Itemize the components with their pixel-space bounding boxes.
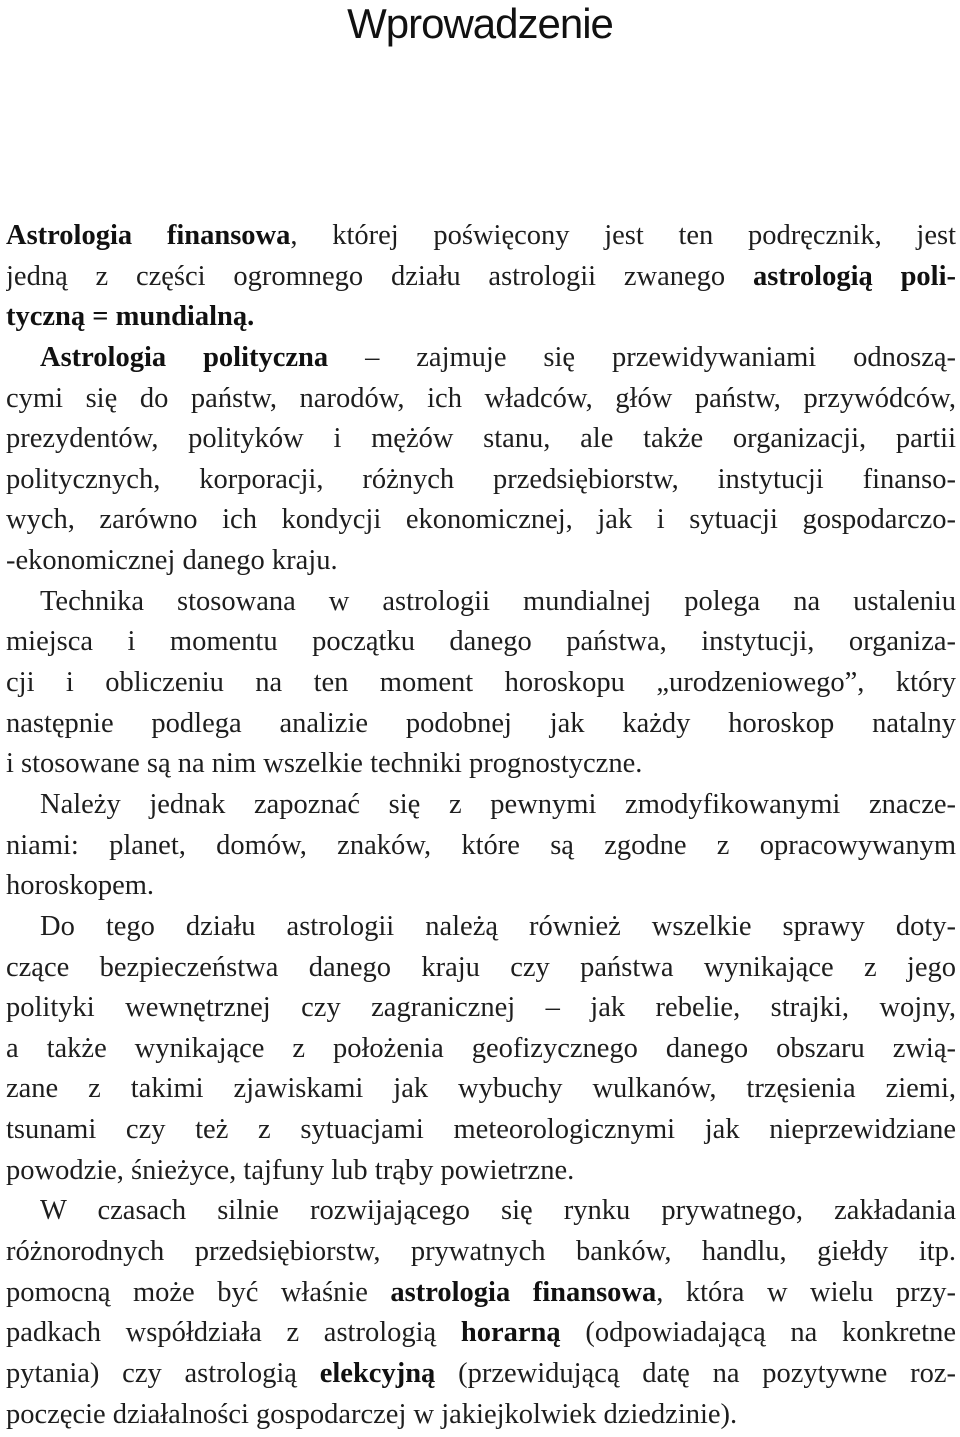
text-line <box>6 1273 956 1314</box>
text-line <box>6 1313 956 1354</box>
bold-term: Astrologia finansowa <box>6 220 291 251</box>
text-segment: poczęcie działalności gospodarczej w jakiejkolwiek dziedzinie). <box>6 1398 738 1430</box>
text-segment: prezydentów, polityków i mężów stanu, ale także organizacji, partii <box>6 423 956 455</box>
bold-term: tyczną = mundialną. <box>6 301 255 333</box>
text-segment: (odpowiadającą na konkretne <box>560 1317 956 1349</box>
text-line <box>6 379 956 420</box>
text-line <box>6 1191 956 1232</box>
text-segment: miejsca i momentu początku danego państwa, instytucji, organiza- <box>6 626 956 658</box>
text-segment: różnorodnych przedsiębiorstw, prywatnych banków, handlu, giełdy itp. <box>6 1236 956 1268</box>
text-line <box>6 948 956 989</box>
text-segment: -ekonomicznej danego kraju. <box>6 545 338 577</box>
text-segment: horoskopem. <box>6 870 155 902</box>
text-line <box>6 1395 956 1436</box>
text-segment: Technika stosowana w astrologii mundialnej polega na ustaleniu <box>40 585 956 617</box>
bold-term: Astrologia polityczna <box>40 341 329 373</box>
text-line <box>6 541 956 582</box>
text-segment: następnie podlega analizie podobnej jak każdy horoskop natalny <box>6 707 956 739</box>
text-line <box>6 785 956 826</box>
text-segment: czące bezpieczeństwa danego kraju czy państwa wynikające z jego <box>6 951 956 983</box>
text-segment: Należy jednak zapoznać się z pewnymi zmodyfikowanymi znacze- <box>40 788 956 820</box>
text-line <box>6 1151 956 1192</box>
bold-term: horarną <box>460 1317 561 1349</box>
text-line <box>6 216 956 257</box>
text-line <box>6 622 956 663</box>
text-line <box>6 500 956 541</box>
text-line <box>6 704 956 745</box>
text-segment: , która w wielu przy- <box>656 1276 956 1308</box>
text-segment: jedną z części ogromnego działu astrologii zwanego <box>6 260 753 292</box>
text-line <box>6 907 956 948</box>
text-line <box>6 1354 956 1395</box>
text-segment: i stosowane są na nim wszelkie techniki prognostyczne. <box>6 748 643 780</box>
bold-term: astrologia finansowa <box>390 1276 657 1308</box>
bold-term: astrologią poli- <box>752 260 956 292</box>
text-segment: powodzie, śnieżyce, tajfuny lub trąby powietrzne. <box>6 1154 575 1186</box>
text-line <box>6 866 956 907</box>
text-segment: pomocną może być właśnie <box>6 1276 391 1308</box>
text-segment: wych, zarówno ich kondycji ekonomicznej, jak i sytuacji gospodarczo- <box>6 504 956 536</box>
text-segment: politycznych, korporacji, różnych przedsiębiorstw, instytucji finanso- <box>6 463 956 495</box>
text-line <box>6 338 956 379</box>
text-line <box>6 1232 956 1273</box>
text-line <box>6 663 956 704</box>
text-segment: W czasach silnie rozwijającego się rynku prywatnego, zakładania <box>40 1195 956 1227</box>
bold-term: elekcyjną <box>319 1357 436 1389</box>
text-segment: niami: planet, domów, znaków, które są zgodne z opracowywanym <box>6 829 956 861</box>
text-line <box>6 297 956 338</box>
text-segment: polityki wewnętrznej czy zagranicznej – jak rebelie, strajki, wojny, <box>6 992 956 1024</box>
text-line <box>6 826 956 867</box>
text-segment: , której poświęcony jest ten podręcznik, jest <box>290 220 956 251</box>
text-segment: a także wynikające z położenia geofizycznego danego obszaru zwią- <box>6 1032 956 1064</box>
text-segment: cymi się do państw, narodów, ich władców, głów państw, przywódców, <box>6 382 956 414</box>
text-segment: padkach współdziała z astrologią <box>6 1317 461 1349</box>
text-line <box>6 582 956 623</box>
text-segment: (przewidującą datę na pozytywne roz- <box>435 1357 956 1389</box>
text-line <box>6 988 956 1029</box>
text-line <box>6 1069 956 1110</box>
text-segment: tsunami czy też z sytuacjami meteorologicznymi jak nieprzewidziane <box>6 1114 956 1146</box>
text-segment: pytania) czy astrologią <box>6 1357 320 1389</box>
text-line <box>6 460 956 501</box>
body-text <box>6 216 956 1435</box>
text-line <box>6 744 956 785</box>
text-segment: – zajmuje się przewidywaniami odnoszą- <box>328 341 956 373</box>
text-line <box>6 1110 956 1151</box>
text-line <box>6 257 956 298</box>
page-title: Wprowadzenie <box>347 0 613 47</box>
text-segment: cji i obliczeniu na ten moment horoskopu „urodzeniowego”, który <box>6 667 956 699</box>
text-line <box>6 1029 956 1070</box>
text-line <box>6 419 956 460</box>
text-segment: zane z takimi zjawiskami jak wybuchy wulkanów, trzęsienia ziemi, <box>6 1073 956 1105</box>
text-segment: Do tego działu astrologii należą również wszelkie sprawy doty- <box>40 910 956 942</box>
